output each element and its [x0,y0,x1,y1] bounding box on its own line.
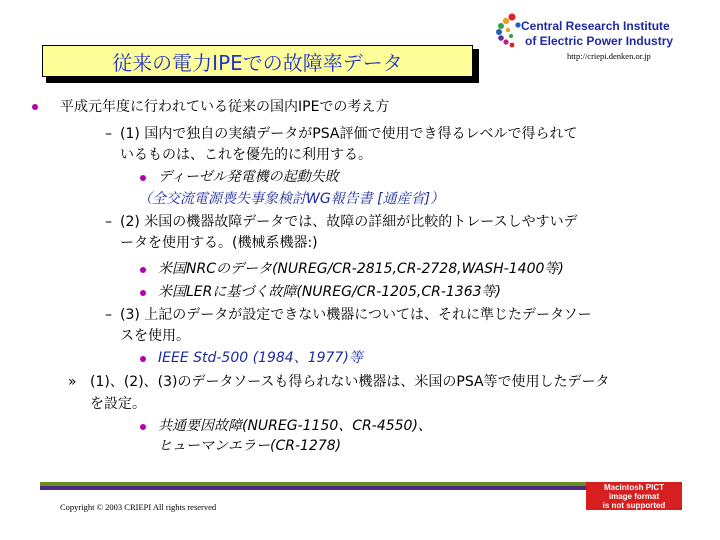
bullet-icon [140,356,146,362]
item-3: ディーゼル発電機の起動失敗 [158,169,339,185]
logo-url: http://criepi.denken.or.jp [567,51,651,61]
slide-title-text: 従来の電力IPEでの故障率データ [112,50,403,75]
item-5b: ータを使用する。(機械系機器:) [120,235,318,251]
logo-line-2: of Electric Power Industry [525,34,674,48]
item-11b: ヒューマンエラー(CR-1278) [158,438,342,454]
item-11a: 共通要因故障(NUREG-1150、CR-4550)、 [158,418,432,434]
pict-line-3: is not supported [602,501,666,510]
bullet-icon [140,267,146,273]
pict-line-2: image format [608,492,660,501]
chevron-marker: » [68,374,77,390]
bullet-icon [140,290,146,296]
item-10b: を設定。 [90,396,146,412]
item-8a: (3) 上記のデータが設定できない機器については、それに準じたデータソー [120,307,592,323]
pict-line-1: Macintosh PICT [603,483,664,492]
dash-marker: – [105,126,112,142]
logo-line-1: Central Research Institute [521,19,670,33]
item-1: 平成元年度に行われている従来の国内IPEでの考え方 [60,99,390,115]
bullet-icon [32,104,38,110]
dash-marker: – [105,307,112,323]
item-6: 米国NRCのデータ(NUREG/CR-2815,CR-2728,WASH-1400等) [158,261,564,277]
bullet-icon [140,424,146,430]
dash-marker: – [105,214,112,230]
item-8b: スを使用。 [120,328,190,344]
copyright: Copyright © 2003 CRIEPI All rights reserved [60,502,217,512]
item-9: IEEE Std-500 (1984、1977)等 [158,350,363,366]
item-5a: (2) 米国の機器故障データでは、故障の詳細が比較的トレースしやすいデ [120,214,578,230]
footer-rule [40,482,680,490]
pict-placeholder [586,482,682,510]
bullet-icon [140,175,146,181]
item-10a: (1)、(2)、(3)のデータソースも得られない機器は、米国のPSA等で使用したデータ [90,374,610,390]
item-2b: いるものは、これを優先的に利用する。 [120,147,372,163]
item-2a: (1) 国内で独自の実績データがPSA評価で使用でき得るレベルで得られて [120,126,578,142]
item-7: 米国LERに基づく故障(NUREG/CR-1205,CR-1363等) [158,284,501,300]
item-4: （全交流電源喪失事象検討WG報告書 [通産省]） [138,191,445,207]
